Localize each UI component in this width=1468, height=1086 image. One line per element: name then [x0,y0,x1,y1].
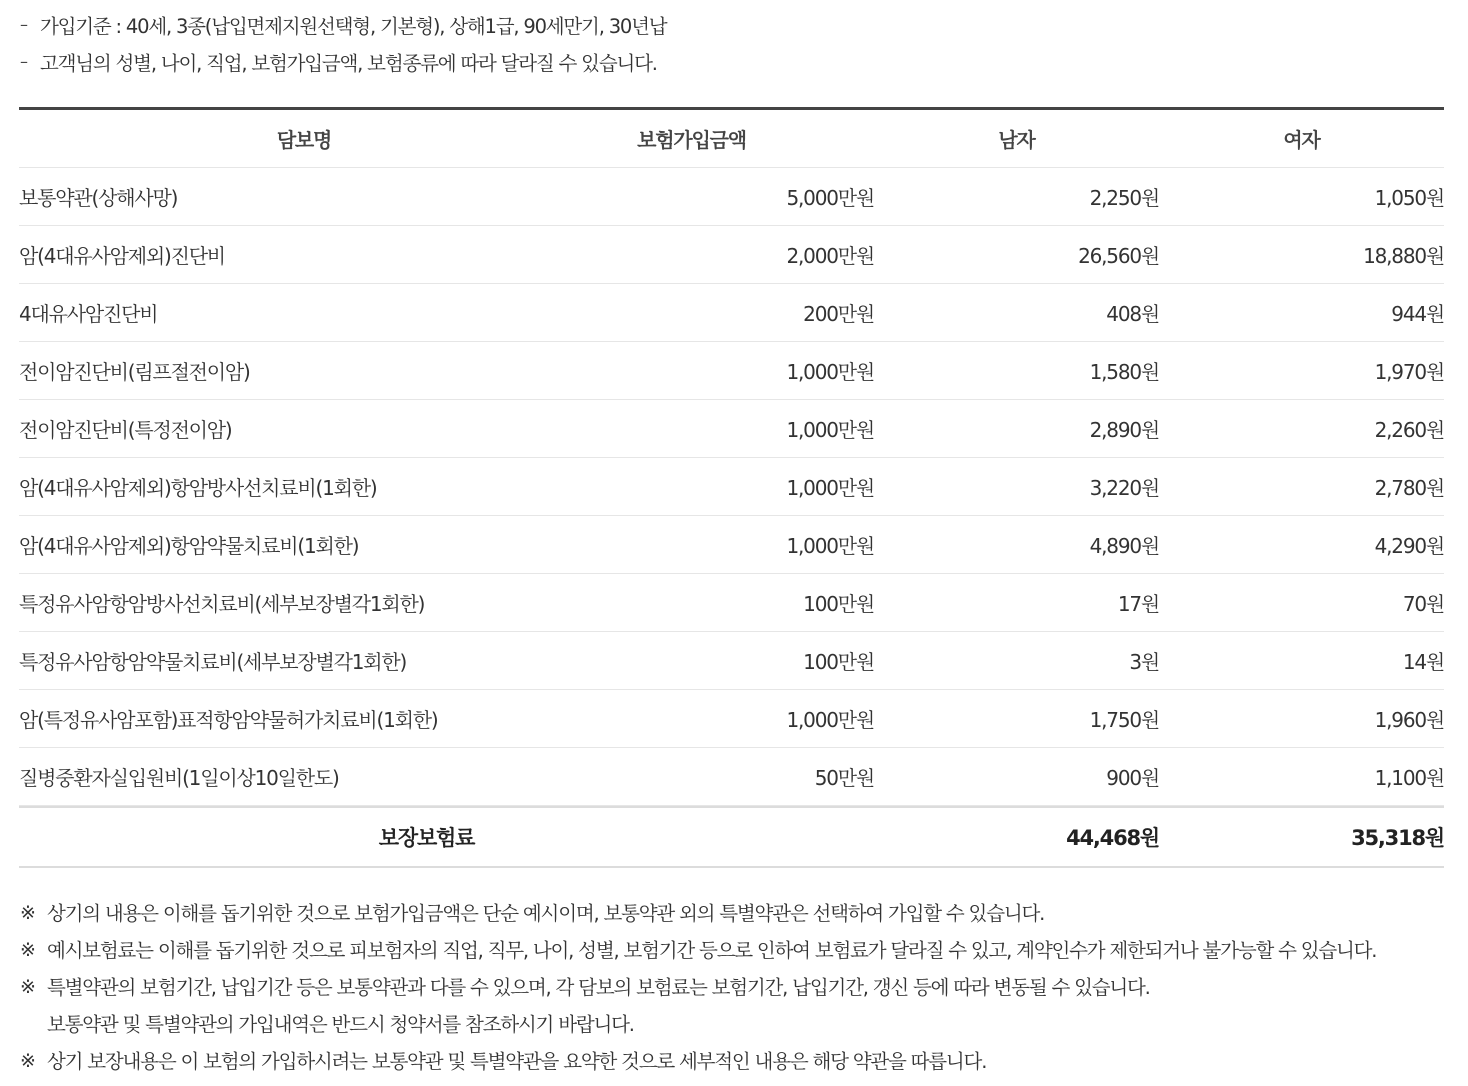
cell-male-premium: 4,890원 [1089,534,1159,558]
header-insured-amount: 보험가입금액 [637,128,746,152]
note-item [20,895,1440,932]
note-text-block [47,1043,986,1080]
cell-male-premium: 900원 [1106,766,1159,790]
note-text-block [47,895,1044,932]
cell-coverage-name: 보통약관(상해사망) [19,186,178,210]
table-row [19,458,1444,516]
table-row [19,574,1444,632]
cell-coverage-name: 암(4대유사암제외)진단비 [19,244,225,268]
reference-mark-icon: ※ [20,902,35,924]
cell-female-premium: 944원 [1391,302,1444,326]
table-row [19,400,1444,458]
cell-insured-amount: 1,000만원 [786,708,874,732]
cell-female-premium: 4,290원 [1374,534,1444,558]
cell-coverage-name: 4대유사암진단비 [19,302,158,326]
cell-insured-amount: 1,000만원 [786,476,874,500]
table-row [19,284,1444,342]
intro-item [20,43,1440,80]
note-text: 특별약관의 보험기간, 납입기간 등은 보통약관과 다를 수 있으며, 각 담보의 보험료는 보험기간, 납입기간, 갱신 등에 따라 변동될 수 있습니다. [47,976,1150,999]
dash-bullet: – [20,15,27,34]
dash-bullet: – [20,52,27,71]
cell-male-premium: 3,220원 [1089,476,1159,500]
cell-coverage-name: 특정유사암항암방사선치료비(세부보장별각1회한) [19,592,425,616]
cell-female-premium: 14원 [1402,650,1444,674]
table-row [19,342,1444,400]
table-row [19,516,1444,574]
table-row [19,690,1444,748]
table-row [19,748,1444,806]
cell-female-premium: 2,260원 [1374,418,1444,442]
note-text: 상기 보장내용은 이 보험의 가입하시려는 보통약관 및 특별약관을 요약한 것으로 세부적인 내용은 해당 약관을 따릅니다. [47,1050,987,1073]
cell-insured-amount: 1,000만원 [786,418,874,442]
note-text-block [47,932,1376,969]
table-row [19,632,1444,690]
cell-male-premium: 2,250원 [1089,186,1159,210]
intro-list [20,6,1440,80]
cell-female-premium: 1,970원 [1374,360,1444,384]
cell-female-premium: 2,780원 [1374,476,1444,500]
cell-male-premium: 3원 [1129,650,1159,674]
total-female: 35,318원 [1351,826,1444,850]
reference-mark-icon: ※ [20,1050,35,1072]
table-header-row [19,110,1444,168]
intro-item [20,6,1440,43]
table-total-row [19,806,1444,868]
cell-coverage-name: 암(4대유사암제외)항암방사선치료비(1회한) [19,476,377,500]
cell-male-premium: 1,580원 [1089,360,1159,384]
note-text: 보통약관 및 특별약관의 가입내역은 반드시 청약서를 참조하시기 바랍니다. [47,1013,634,1036]
cell-coverage-name: 전이암진단비(특정전이암) [19,418,232,442]
table-row [19,168,1444,226]
note-text: 상기의 내용은 이해를 돕기위한 것으로 보험가입금액은 단순 예시이며, 보통약관 외의 특별약관은 선택하여 가입할 수 있습니다. [47,902,1045,925]
cell-coverage-name: 전이암진단비(림프절전이암) [19,360,250,384]
cell-male-premium: 26,560원 [1078,244,1159,268]
premium-table [19,107,1444,868]
cell-insured-amount: 100만원 [803,650,874,674]
intro-text: 고객님의 성별, 나이, 직업, 보험가입금액, 보험종류에 따라 달라질 수 있습니다. [40,51,657,75]
note-item [20,969,1440,1043]
cell-insured-amount: 2,000만원 [786,244,874,268]
cell-insured-amount: 50만원 [814,766,874,790]
notes-list [20,895,1440,1080]
cell-female-premium: 18,880원 [1363,244,1444,268]
cell-insured-amount: 1,000만원 [786,534,874,558]
cell-coverage-name: 암(특정유사암포함)표적항암약물허가치료비(1회한) [19,708,438,732]
total-label: 보장보험료 [378,826,475,850]
cell-female-premium: 1,050원 [1374,186,1444,210]
cell-coverage-name: 암(4대유사암제외)항암약물치료비(1회한) [19,534,359,558]
reference-mark-icon: ※ [20,976,35,998]
cell-insured-amount: 200만원 [803,302,874,326]
cell-female-premium: 1,100원 [1374,766,1444,790]
total-male: 44,468원 [1066,826,1159,850]
reference-mark-icon: ※ [20,939,35,961]
header-female: 여자 [1283,128,1320,152]
table-row [19,226,1444,284]
table-body [19,168,1444,806]
note-text: 예시보험료는 이해를 돕기위한 것으로 피보험자의 직업, 직무, 나이, 성별, 보험기간 등으로 인하여 보험료가 달라질 수 있고, 계약인수가 제한되거나 불가능할 수 있습니다. [47,939,1377,962]
note-item [20,1043,1440,1080]
cell-coverage-name: 질병중환자실입원비(1일이상10일한도) [19,766,339,790]
cell-female-premium: 1,960원 [1374,708,1444,732]
cell-male-premium: 408원 [1106,302,1159,326]
intro-text: 가입기준 : 40세, 3종(납입면제지원선택형, 기본형), 상해1급, 90세만기, 30년납 [40,14,667,38]
cell-male-premium: 2,890원 [1089,418,1159,442]
cell-female-premium: 70원 [1402,592,1444,616]
cell-coverage-name: 특정유사암항암약물치료비(세부보장별각1회한) [19,650,407,674]
note-text-block [47,969,1150,1043]
cell-insured-amount: 1,000만원 [786,360,874,384]
cell-male-premium: 17원 [1117,592,1159,616]
note-item [20,932,1440,969]
header-coverage-name: 담보명 [276,128,332,152]
cell-insured-amount: 5,000만원 [786,186,874,210]
header-male: 남자 [998,128,1035,152]
cell-male-premium: 1,750원 [1089,708,1159,732]
cell-insured-amount: 100만원 [803,592,874,616]
